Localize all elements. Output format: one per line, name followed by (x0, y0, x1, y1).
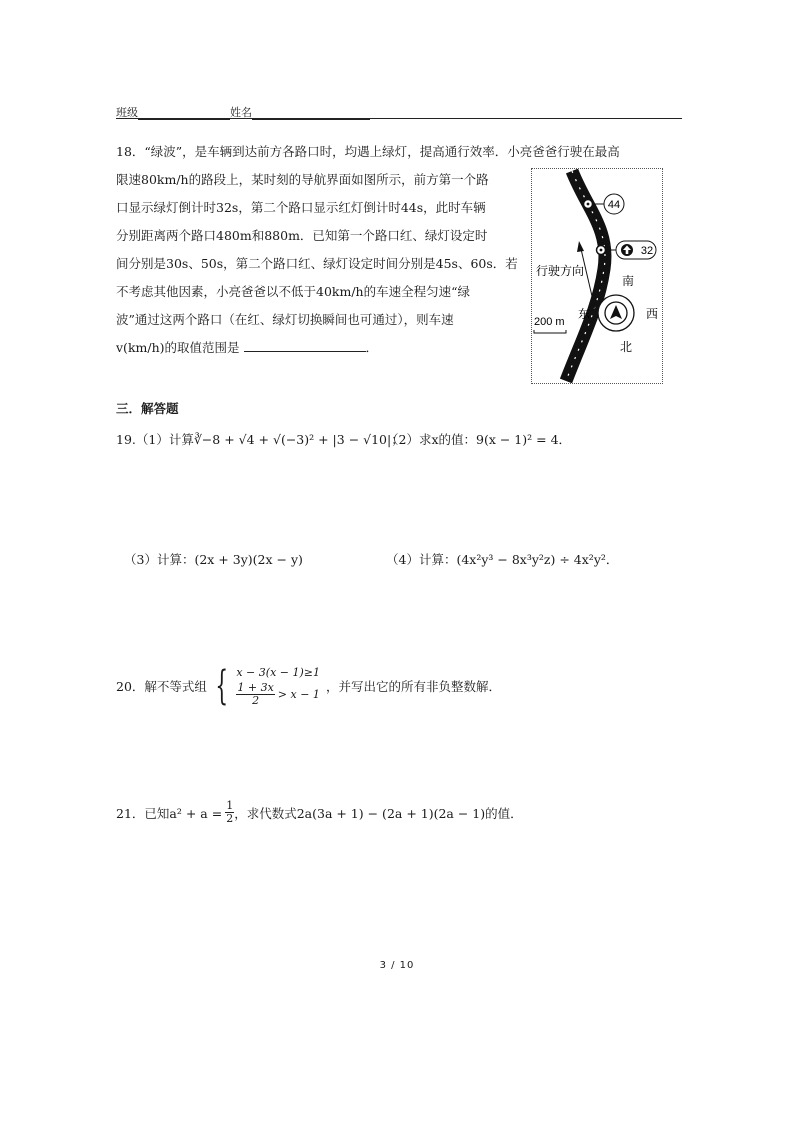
q20-suffix: ，并写出它的所有非负整数解． (325, 679, 501, 694)
header-rule (116, 118, 682, 119)
q19-part-3: （3）计算：(2x + 3y)(2x − y) (124, 552, 303, 567)
compass-east: 东 (578, 307, 591, 321)
q18-prompt: v(km/h)的取值范围是 (116, 340, 240, 355)
direction-arrow-head-icon (577, 241, 584, 252)
q18-answer-blank[interactable] (244, 339, 366, 352)
q20-prompt: 20．解不等式组 (116, 679, 207, 694)
q18-line-2: 限速80km/h的路段上，某时刻的导航界面如图所示，前方第一个路 (116, 172, 489, 187)
intersection-2-dot (600, 249, 603, 252)
q21 (116, 800, 523, 825)
q18-line-6: 不考虑其他因素，小亮爸爸以不低于40km/h的车速全程匀速“绿 (116, 284, 470, 299)
direction-label: 行驶方向 (536, 264, 585, 278)
badge-32-text: 32 (640, 245, 654, 257)
compass-south: 南 (622, 274, 635, 288)
q19-part-2: （2）求x的值：9(x − 1)² = 4． (386, 432, 572, 447)
q20 (116, 662, 501, 710)
map-svg (532, 169, 662, 383)
q21-suffix: ，求代数式2a(3a + 1) − (2a + 1)(2a − 1)的值． (234, 805, 523, 821)
page-number: 3 / 10 (379, 960, 415, 971)
q19-part-4: （4）计算：(4x²y³ − 8x³y²z) ÷ 4x²y²． (386, 552, 619, 567)
q18-line-1: 18．“绿波”，是车辆到达前方各路口时，均遇上绿灯，提高通行效率．小亮爸爸行驶在最高 (116, 144, 620, 159)
compass-north: 北 (620, 340, 633, 354)
inequality-2 (236, 682, 320, 707)
q18-line-7: 波”通过这两个路口（在红、绿灯切换瞬间也可通过），则车速 (116, 312, 454, 327)
badge-44-text: 44 (607, 199, 621, 211)
intersection-1-dot (587, 203, 590, 206)
inequality-2-rest: > x − 1 (277, 687, 320, 701)
section-title: 三．解答题 (116, 401, 179, 416)
name-label: 姓名 (230, 106, 252, 119)
q18-line-8 (116, 334, 378, 362)
inequality-1: x − 3(x − 1)≥1 (236, 665, 320, 679)
class-label: 班级 (116, 106, 138, 119)
q21-numerator: 1 (226, 799, 234, 812)
compass-west: 西 (646, 307, 659, 321)
q21-prompt: 21．已知a² + a = (116, 805, 223, 821)
q19-part-1: 19.（1）计算∛−8 + √4 + √(−3)² + |3 − √10|； (116, 432, 404, 447)
q18-line-5: 间分别是30s、50s，第二个路口红、绿灯设定时间分别是45s、60s．若 (116, 256, 518, 271)
direction-arrow-line (581, 249, 595, 309)
q21-denominator: 2 (226, 812, 234, 825)
scale-bar (534, 330, 566, 333)
inequality-2-fraction (236, 682, 274, 707)
q18-line-3: 口显示绿灯倒计时32s，第二个路口显示红灯倒计时44s，此时车辆 (116, 200, 486, 215)
q18-period: ． (365, 340, 379, 355)
inequality-2-numerator: 1 + 3x (237, 680, 274, 694)
brace-icon: { (215, 663, 228, 709)
inequality-system (236, 666, 320, 707)
inequality-2-denominator: 2 (252, 693, 260, 707)
navigation-map-figure (531, 168, 663, 384)
q21-fraction (225, 800, 234, 825)
scale-label: 200 m (534, 316, 565, 328)
q18-line-4: 分别距离两个路口480m和880m．已知第一个路口红、绿灯设定时 (116, 228, 488, 243)
